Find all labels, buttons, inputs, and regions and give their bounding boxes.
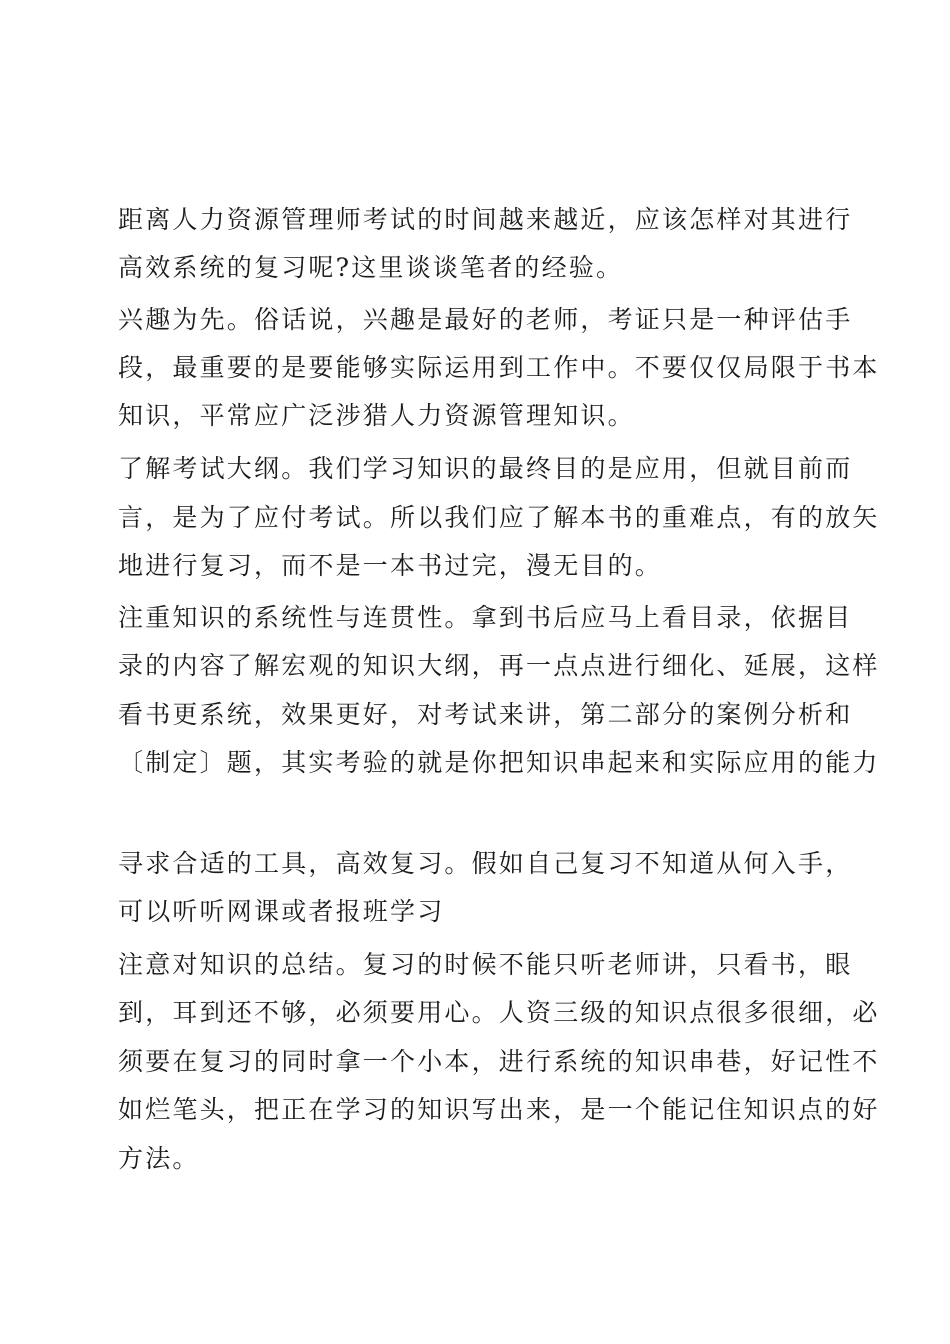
paragraph-line: 注重知识的系统性与连贯性。拿到书后应马上看目录，依据目 <box>118 603 853 632</box>
paragraph-line: 录的内容了解宏观的知识大纲，再一点点进行细化、延展，这样 <box>118 651 880 680</box>
paragraph-line: 如烂笔头，把正在学习的知识写出来，是一个能记住知识点的好 <box>118 1095 880 1124</box>
paragraph-line: 知识，平常应广泛涉猎人力资源管理知识。 <box>118 401 635 430</box>
paragraph-line: 须要在复习的同时拿一个小本，进行系统的知识串巷，好记性不 <box>118 1047 880 1076</box>
paragraph-line: 〔制定〕题，其实考验的就是你把知识串起来和实际应用的能力 <box>118 748 880 777</box>
paragraph-line: 言，是为了应付考试。所以我们应了解本书的重难点，有的放矢 <box>118 503 880 532</box>
paragraph-line: 注意对知识的总结。复习的时候不能只听老师讲，只看书，眼 <box>118 950 853 979</box>
paragraph-line: 方法。 <box>118 1144 200 1173</box>
paragraph-line: 寻求合适的工具，高效复习。假如自己复习不知道从何入手， <box>118 849 853 878</box>
paragraph-line: 了解考试大纲。我们学习知识的最终目的是应用，但就目前而 <box>118 454 853 483</box>
paragraph-line: 到，耳到还不够，必须要用心。人资三级的知识点很多很细，必 <box>118 998 880 1027</box>
paragraph-line: 可以听听网课或者报班学习 <box>118 897 445 926</box>
paragraph-line: 高效系统的复习呢?这里谈谈笔者的经验。 <box>118 253 624 282</box>
paragraph-line: 看书更系统，效果更好，对考试来讲，第二部分的案例分析和 <box>118 700 853 729</box>
paragraph-line: 距离人力资源管理师考试的时间越来越近，应该怎样对其进行 <box>118 205 853 234</box>
paragraph-line: 兴趣为先。俗话说，兴趣是最好的老师，考证只是一种评估手 <box>118 305 853 334</box>
paragraph-line: 地进行复习，而不是一本书过完，漫无目的。 <box>118 551 663 580</box>
paragraph-line: 段，最重要的是要能够实际运用到工作中。不要仅仅局限于书本 <box>118 353 880 382</box>
